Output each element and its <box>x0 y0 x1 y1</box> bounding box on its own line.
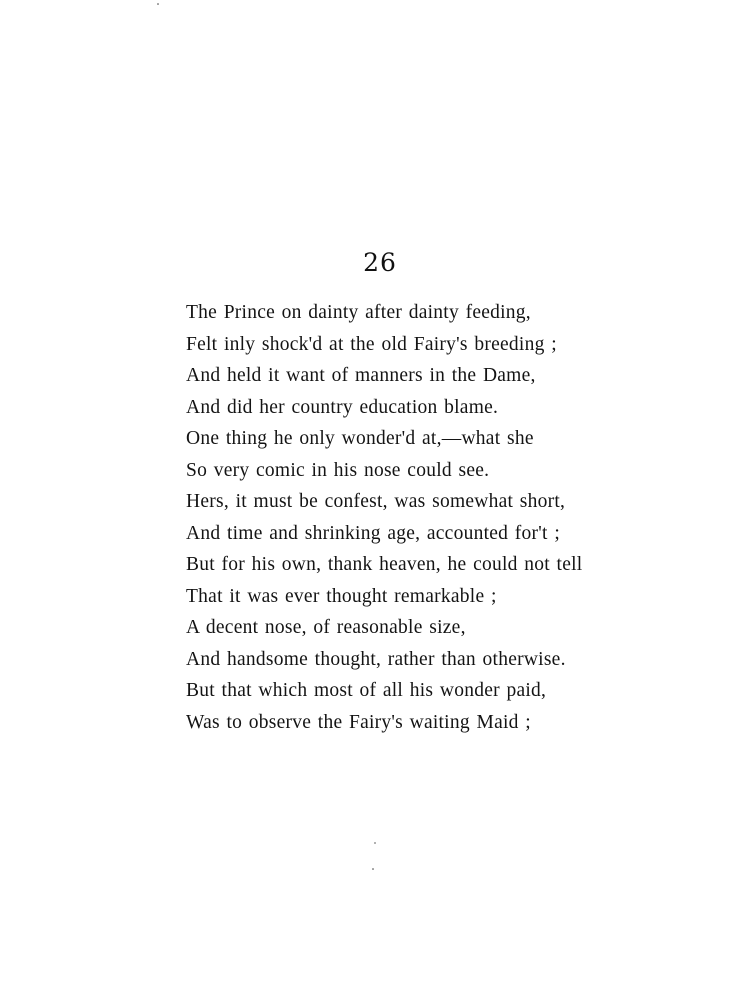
poem-text <box>186 297 582 738</box>
poem-line: A decent nose, of reasonable size, <box>186 617 466 638</box>
poem-line: One thing he only wonder'd at,—what she <box>186 428 534 449</box>
poem-line: So very comic in his nose could see. <box>186 459 490 481</box>
poem-line: Hers, it must be confest, was somewhat short, <box>186 491 566 512</box>
poem-line: And handsome thought, rather than otherwise. <box>186 648 566 670</box>
poem-line: Felt inly shock'd at the old Fairy's breeding ; <box>186 333 557 355</box>
page-number: 26 <box>363 248 397 277</box>
paper-speck <box>157 3 159 5</box>
poem-line: And time and shrinking age, accounted for't ; <box>186 522 560 544</box>
poem-line: And held it want of manners in the Dame, <box>186 365 536 386</box>
poem-line: And did her country education blame. <box>186 396 499 418</box>
paper-speck <box>374 842 376 844</box>
poem-line: The Prince on dainty after dainty feeding, <box>186 302 531 323</box>
poem-line: But that which most of all his wonder paid, <box>186 680 547 701</box>
poem-line: But for his own, thank heaven, he could not tell <box>186 554 583 575</box>
poem-line: Was to observe the Fairy's waiting Maid ; <box>186 711 531 733</box>
poem-line: That it was ever thought remarkable ; <box>186 585 497 607</box>
paper-speck <box>372 868 374 870</box>
